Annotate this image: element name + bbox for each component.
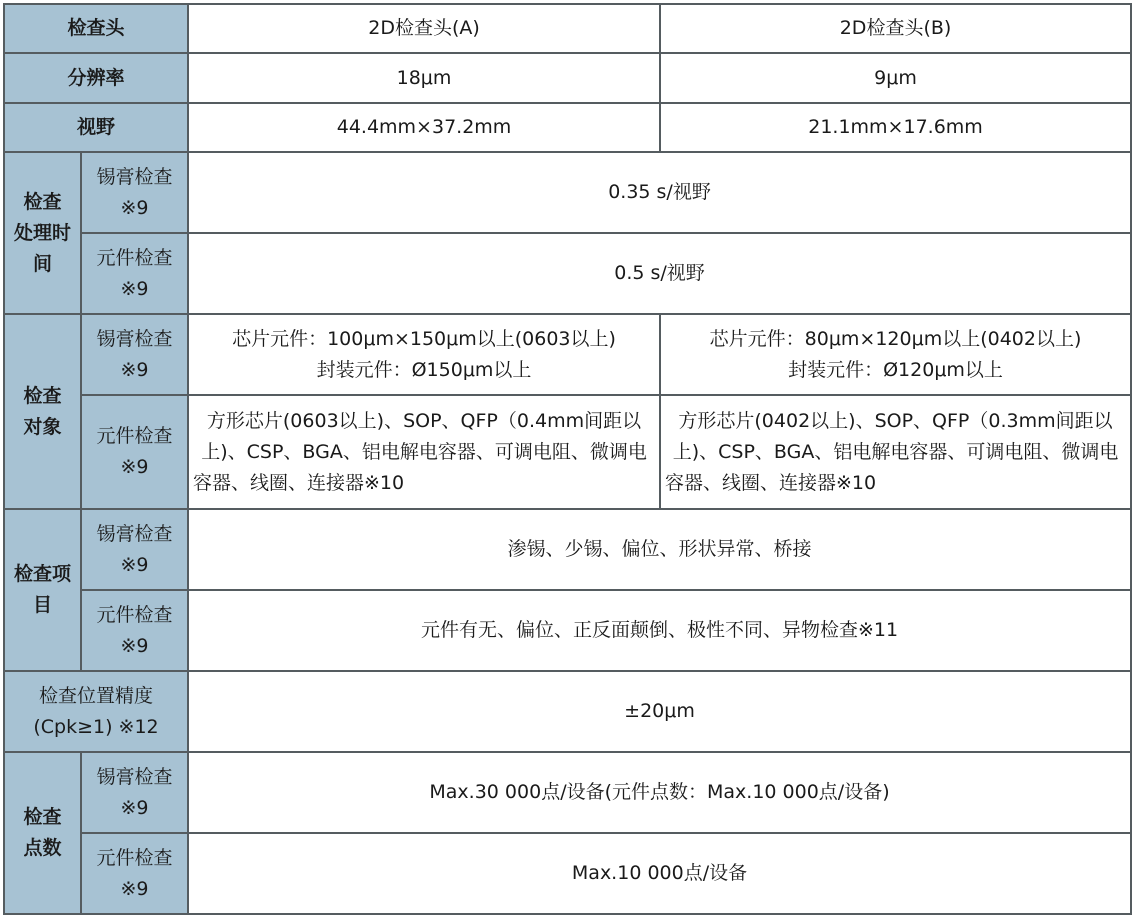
items-solder-label: 锡膏检查 ※9 xyxy=(81,509,188,590)
table-row xyxy=(4,590,1131,671)
points-component-label: 元件检查 ※9 xyxy=(81,833,188,914)
target-solder-label: 锡膏检查 ※9 xyxy=(81,314,188,395)
proc-time-component-value: 0.5 s/视野 xyxy=(188,233,1131,314)
items-component-label: 元件检查 ※9 xyxy=(81,590,188,671)
points-solder-value: Max.30 000点/设备(元件点数：Max.10 000点/设备) xyxy=(188,752,1131,833)
table-row xyxy=(4,103,1131,152)
head-b: 2D检查头(B) xyxy=(660,4,1131,53)
table-row xyxy=(4,752,1131,833)
target-solder-a: 芯片元件：100μm×150μm以上(0603以上) 封装元件：Ø150μm以上 xyxy=(188,314,660,395)
target-solder-b: 芯片元件：80μm×120μm以上(0402以上) 封装元件：Ø120μm以上 xyxy=(660,314,1131,395)
fov-b: 21.1mm×17.6mm xyxy=(660,103,1131,152)
table-row xyxy=(4,509,1131,590)
table-row xyxy=(4,53,1131,103)
target-component-b: 方形芯片(0402以上)、SOP、QFP（0.3mm间距以上)、CSP、BGA、铝电解电容器、可调电阻、微调电容器、线圈、连接器※10 xyxy=(660,395,1131,509)
spec-table xyxy=(3,3,1132,915)
items-component-value: 元件有无、偏位、正反面颠倒、极性不同、异物检查※11 xyxy=(188,590,1131,671)
proc-time-label: 检查 处理时 间 xyxy=(4,152,81,314)
accuracy-value: ±20μm xyxy=(188,671,1131,752)
proc-time-component-label: 元件检查 ※9 xyxy=(81,233,188,314)
table-row xyxy=(4,152,1131,233)
points-solder-label: 锡膏检查 ※9 xyxy=(81,752,188,833)
table-row xyxy=(4,314,1131,395)
resolution-label: 分辨率 xyxy=(4,53,188,103)
target-component-label: 元件检查 ※9 xyxy=(81,395,188,509)
table-row xyxy=(4,395,1131,509)
table-row xyxy=(4,671,1131,752)
table-row xyxy=(4,233,1131,314)
head-label: 检查头 xyxy=(4,4,188,53)
points-component-value: Max.10 000点/设备 xyxy=(188,833,1131,914)
head-a: 2D检查头(A) xyxy=(188,4,660,53)
accuracy-label: 检查位置精度 (Cpk≥1) ※12 xyxy=(4,671,188,752)
fov-label: 视野 xyxy=(4,103,188,152)
points-label: 检查 点数 xyxy=(4,752,81,914)
table-row xyxy=(4,833,1131,914)
items-solder-value: 渗锡、少锡、偏位、形状异常、桥接 xyxy=(188,509,1131,590)
items-label: 检查项 目 xyxy=(4,509,81,671)
fov-a: 44.4mm×37.2mm xyxy=(188,103,660,152)
table-row xyxy=(4,4,1131,53)
proc-time-solder-label: 锡膏检查 ※9 xyxy=(81,152,188,233)
target-label: 检查 对象 xyxy=(4,314,81,509)
resolution-b: 9μm xyxy=(660,53,1131,103)
target-component-a: 方形芯片(0603以上)、SOP、QFP（0.4mm间距以上)、CSP、BGA、铝电解电容器、可调电阻、微调电容器、线圈、连接器※10 xyxy=(188,395,660,509)
proc-time-solder-value: 0.35 s/视野 xyxy=(188,152,1131,233)
resolution-a: 18μm xyxy=(188,53,660,103)
